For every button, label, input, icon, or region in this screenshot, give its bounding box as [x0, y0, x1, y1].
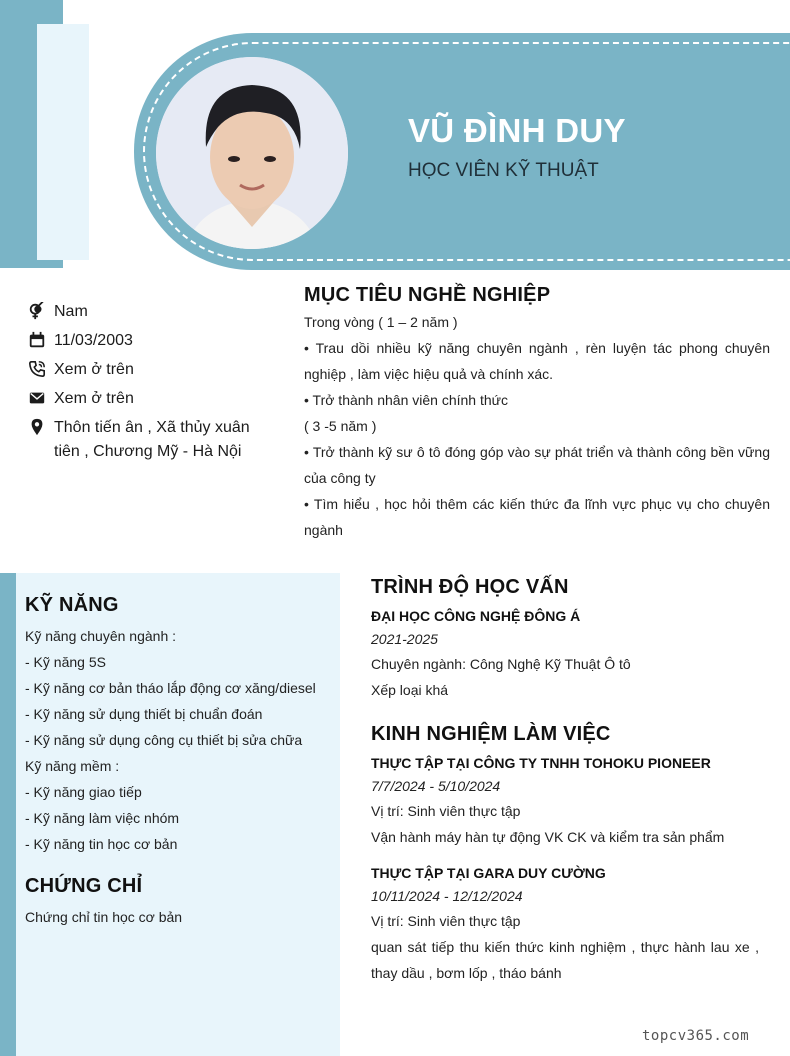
job-position: Vị trí: Sinh viên thực tập	[371, 803, 521, 819]
decorative-inner-panel	[37, 24, 89, 260]
contact-phone-text: Xem ở trên	[54, 361, 134, 378]
skill-line: - Kỹ năng tin học cơ bản	[25, 836, 178, 852]
contact-birthday	[28, 329, 278, 353]
avatar-photo	[156, 57, 348, 249]
objective-line: ( 3 -5 năm )	[304, 418, 377, 434]
contact-birthday-text: 11/03/2003	[54, 332, 133, 349]
contact-address-text	[54, 416, 250, 464]
left-column-accent	[0, 573, 16, 1056]
skills-title: KỸ NĂNG	[25, 594, 119, 616]
education-title: TRÌNH ĐỘ HỌC VẤN	[371, 576, 569, 598]
contact-email-text: Xem ở trên	[54, 390, 134, 407]
skill-line: - Kỹ năng sử dụng thiết bị chuẩn đoán	[25, 706, 263, 722]
certificates-section	[25, 875, 335, 930]
address-line-1: Thôn tiến ân , Xã thủy xuân	[54, 419, 250, 436]
job-entry	[371, 862, 759, 986]
job-title: THỰC TẬP TẠI CÔNG TY TNHH TOHOKU PIONEER	[371, 755, 711, 771]
watermark: topcv365.com	[642, 1028, 750, 1044]
address-line-2: tiên , Chương Mỹ - Hà Nội	[54, 443, 242, 460]
certificates-title: CHỨNG CHỈ	[25, 875, 143, 897]
skill-line: Kỹ năng chuyên ngành :	[25, 628, 177, 644]
gender-icon	[28, 302, 48, 322]
experience-title: KINH NGHIỆM LÀM VIỆC	[371, 723, 611, 745]
objective-line: • Tìm hiểu , học hỏi thêm các kiến thức đa lĩnh vực phục vụ cho chuyên ngành	[304, 496, 770, 538]
contact-info	[28, 300, 278, 469]
job-title: THỰC TẬP TẠI GARA DUY CƯỜNG	[371, 865, 606, 881]
contact-gender-text: Nam	[54, 303, 88, 320]
objective-line: Trong vòng ( 1 – 2 năm )	[304, 314, 458, 330]
job-period: 10/11/2024 - 12/12/2024	[371, 888, 523, 904]
certificate-item: Chứng chỉ tin học cơ bản	[25, 909, 183, 925]
skill-line: - Kỹ năng giao tiếp	[25, 784, 142, 800]
calendar-icon	[28, 331, 48, 351]
objective-line: • Trở thành kỹ sư ô tô đóng góp vào sự phát triển và thành công bền vững của công ty	[304, 444, 770, 486]
skill-line: - Kỹ năng 5S	[25, 654, 106, 670]
education-grade: Xếp loại khá	[371, 682, 449, 698]
education-school: ĐẠI HỌC CÔNG NGHỆ ĐÔNG Á	[371, 608, 581, 624]
experience-section	[371, 723, 759, 986]
contact-email	[28, 387, 278, 411]
career-objective-section	[304, 284, 770, 543]
skill-line: - Kỹ năng sử dụng công cụ thiết bị sửa chữa	[25, 732, 303, 748]
contact-gender	[28, 300, 278, 324]
job-description: Vận hành máy hàn tự động VK CK và kiểm tra sản phẩm	[371, 829, 725, 845]
job-entry	[371, 752, 759, 850]
phone-icon	[28, 360, 48, 380]
location-icon	[28, 418, 48, 438]
contact-address	[28, 416, 278, 464]
job-period: 7/7/2024 - 5/10/2024	[371, 778, 501, 794]
career-objective-title: MỤC TIÊU NGHỀ NGHIỆP	[304, 284, 551, 306]
education-major: Chuyên ngành: Công Nghệ Kỹ Thuật Ô tô	[371, 656, 631, 672]
skill-line: Kỹ năng mềm :	[25, 758, 120, 774]
education-section	[371, 576, 759, 703]
objective-line: • Trau dồi nhiều kỹ năng chuyên ngành , rèn luyện tác phong chuyên nghiệp , làm việc hiệu quả và chính xác.	[304, 340, 770, 382]
contact-phone	[28, 358, 278, 382]
avatar	[156, 57, 348, 249]
objective-line: • Trở thành nhân viên chính thức	[304, 392, 509, 408]
job-position: Vị trí: Sinh viên thực tập	[371, 913, 521, 929]
skill-line: - Kỹ năng làm việc nhóm	[25, 810, 180, 826]
skill-line: - Kỹ năng cơ bản tháo lắp động cơ xăng/diesel	[25, 680, 316, 696]
job-description: quan sát tiếp thu kiến thức kinh nghiệm , thực hành lau xe , thay dầu , bơm lốp , tháo bánh	[371, 939, 759, 981]
candidate-name: VŨ ĐÌNH DUY	[408, 112, 626, 149]
email-icon	[28, 389, 48, 409]
education-period: 2021-2025	[371, 631, 438, 647]
candidate-role: HỌC VIÊN KỸ THUẬT	[408, 160, 599, 181]
skills-section	[25, 594, 335, 857]
